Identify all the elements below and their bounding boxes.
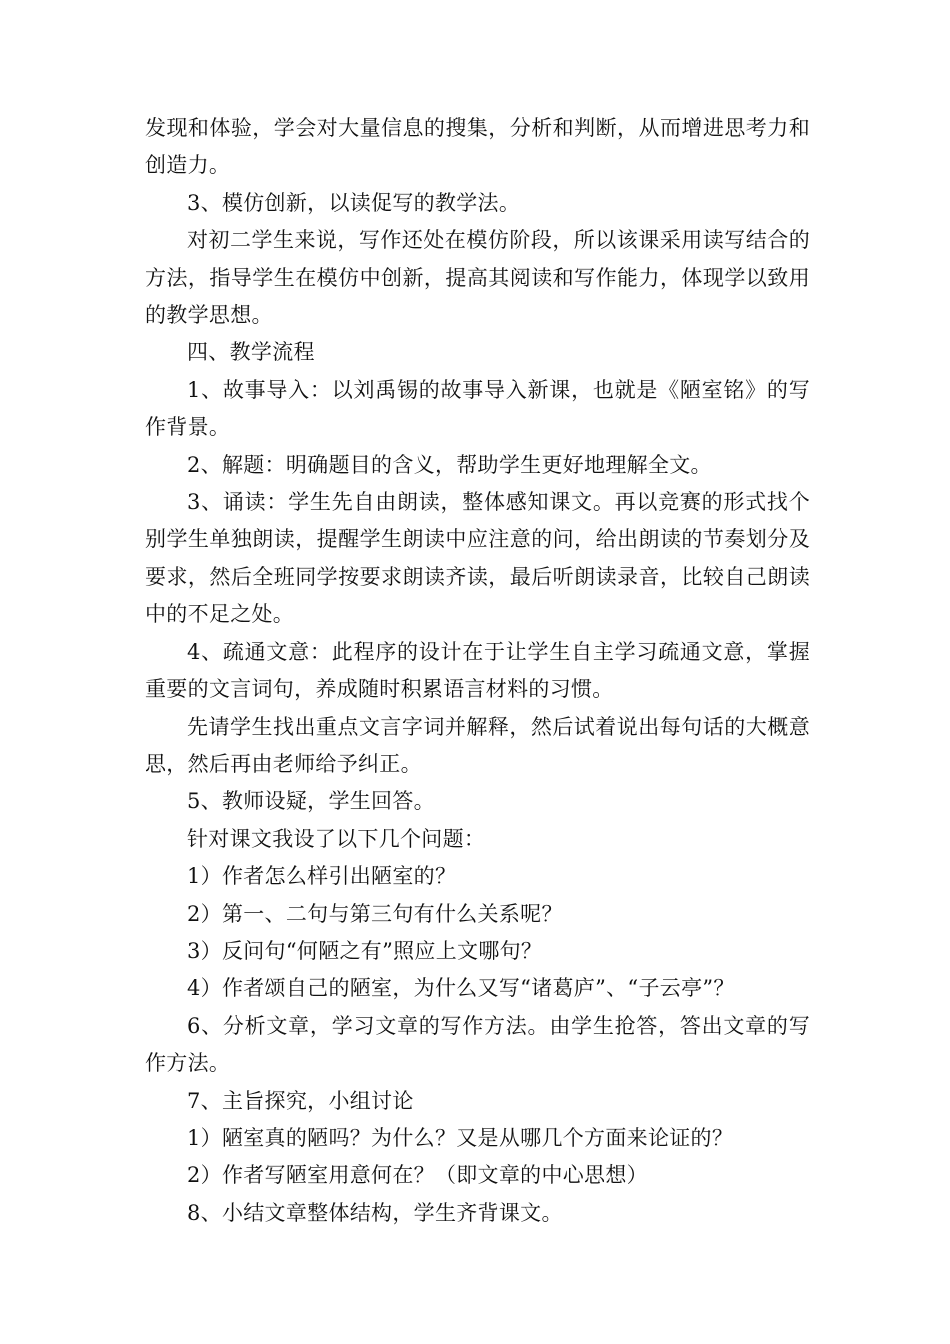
question-item: 4）作者颂自己的陋室，为什么又写“诸葛庐”、“子云亭”？ [187,976,735,1001]
paragraph: 3、模仿创新，以读促写的教学法。 [187,190,521,215]
paragraph: 针对课文我设了以下几个问题： [187,826,486,851]
paragraph: 3、诵读：学生先自由朗读，整体感知课文。再以竞赛的形式找个别学生单独朗读，提醒学生朗读中应注意的问，给出朗读的节奏划分及要求，然后全班同学按要求朗读齐读，最后听朗读录音，比较自己朗读中的不足之处。 [145,490,810,627]
question-item: 3）反问句“何陋之有”照应上文哪句？ [187,938,543,963]
document-body [145,110,810,1232]
question-item: 1）作者怎么样引出陋室的？ [187,864,457,889]
paragraph: 发现和体验，学会对大量信息的搜集，分析和判断，从而增进思考力和创造力。 [145,116,810,178]
section-heading: 四、教学流程 [187,340,315,365]
question-item: 2）作者写陋室用意何在？（即文章的中心思想） [187,1163,648,1188]
paragraph: 先请学生找出重点文言字词并解释，然后试着说出每句话的大概意思，然后再由老师给予纠正。 [145,714,810,776]
paragraph: 6、分析文章，学习文章的写作方法。由学生抢答，答出文章的写作方法。 [145,1013,810,1076]
paragraph: 2、解题：明确题目的含义，帮助学生更好地理解全文。 [187,452,712,477]
paragraph: 1、故事导入：以刘禹锡的故事导入新课，也就是《陋室铭》的写作背景。 [145,377,810,440]
paragraph: 对初二学生来说，写作还处在模仿阶段，所以该课采用读写结合的方法，指导学生在模仿中创新，提高其阅读和写作能力，体现学以致用的教学思想。 [145,228,810,328]
paragraph: 8、小结文章整体结构，学生齐背课文。 [187,1200,563,1225]
question-item: 1）陋室真的陋吗？为什么？又是从哪几个方面来论证的？ [187,1125,734,1150]
paragraph: 7、主旨探究，小组讨论 [187,1088,414,1113]
paragraph: 5、教师设疑，学生回答。 [187,789,435,814]
paragraph: 4、疏通文意：此程序的设计在于让学生自主学习疏通文意，掌握重要的文言词句，养成随时积累语言材料的习惯。 [145,639,810,702]
question-item: 2）第一、二句与第三句有什么关系呢？ [187,901,563,926]
